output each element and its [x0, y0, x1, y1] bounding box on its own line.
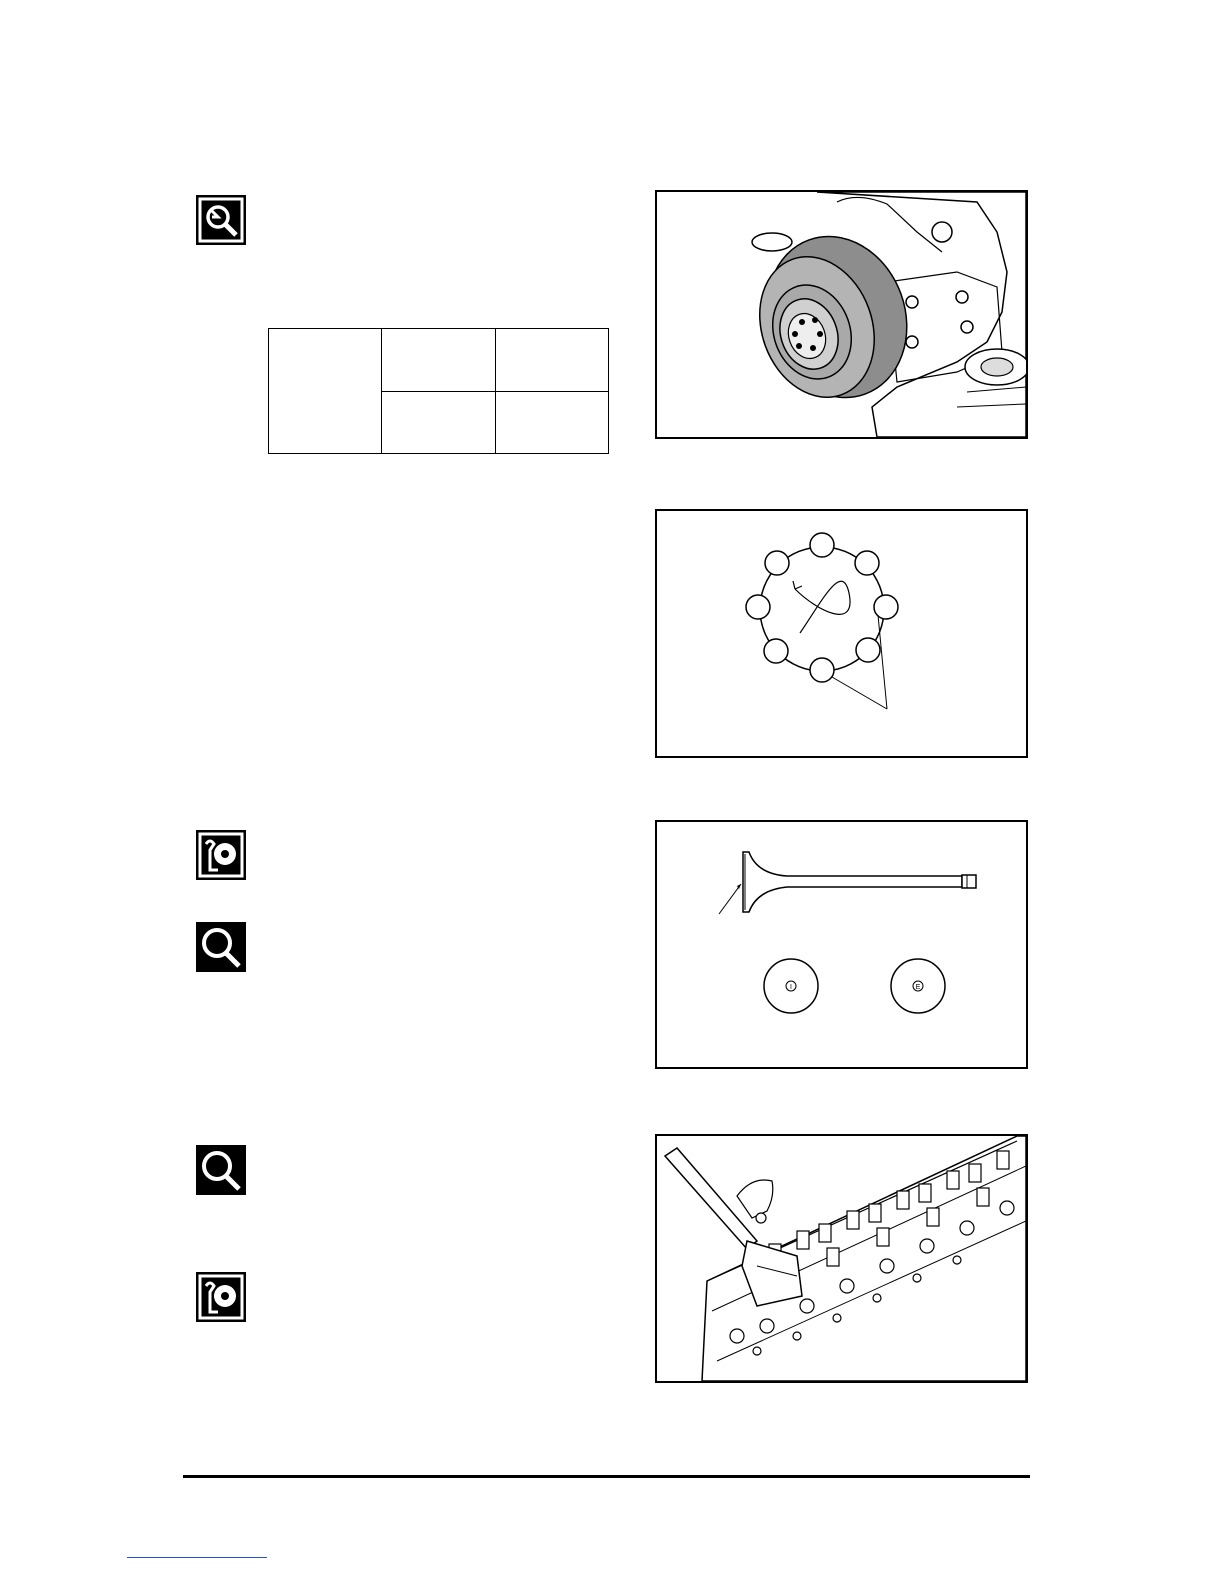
footer-link[interactable]: [127, 1557, 267, 1558]
figure-valve: [655, 820, 1028, 1069]
figure-cylinder-head: [655, 1134, 1028, 1383]
tool-icon: [196, 1272, 246, 1322]
spec-table-cell: [269, 329, 382, 454]
spec-table-cell: [382, 391, 495, 454]
footer-rule: [183, 1475, 1030, 1478]
spec-table-cell: [495, 329, 608, 392]
inspect-icon: [196, 1145, 246, 1195]
exhaust-mark: E: [915, 984, 921, 991]
intake-mark: I: [790, 984, 792, 991]
figure-damper: [655, 190, 1028, 439]
spec-table: [268, 328, 609, 454]
service-data-icon: [196, 195, 246, 245]
spec-table-cell: [382, 329, 495, 392]
tool-icon: [196, 830, 246, 880]
figure-bolt-pattern: [655, 509, 1028, 758]
inspect-icon: [196, 922, 246, 972]
spec-table-cell: [495, 391, 608, 454]
